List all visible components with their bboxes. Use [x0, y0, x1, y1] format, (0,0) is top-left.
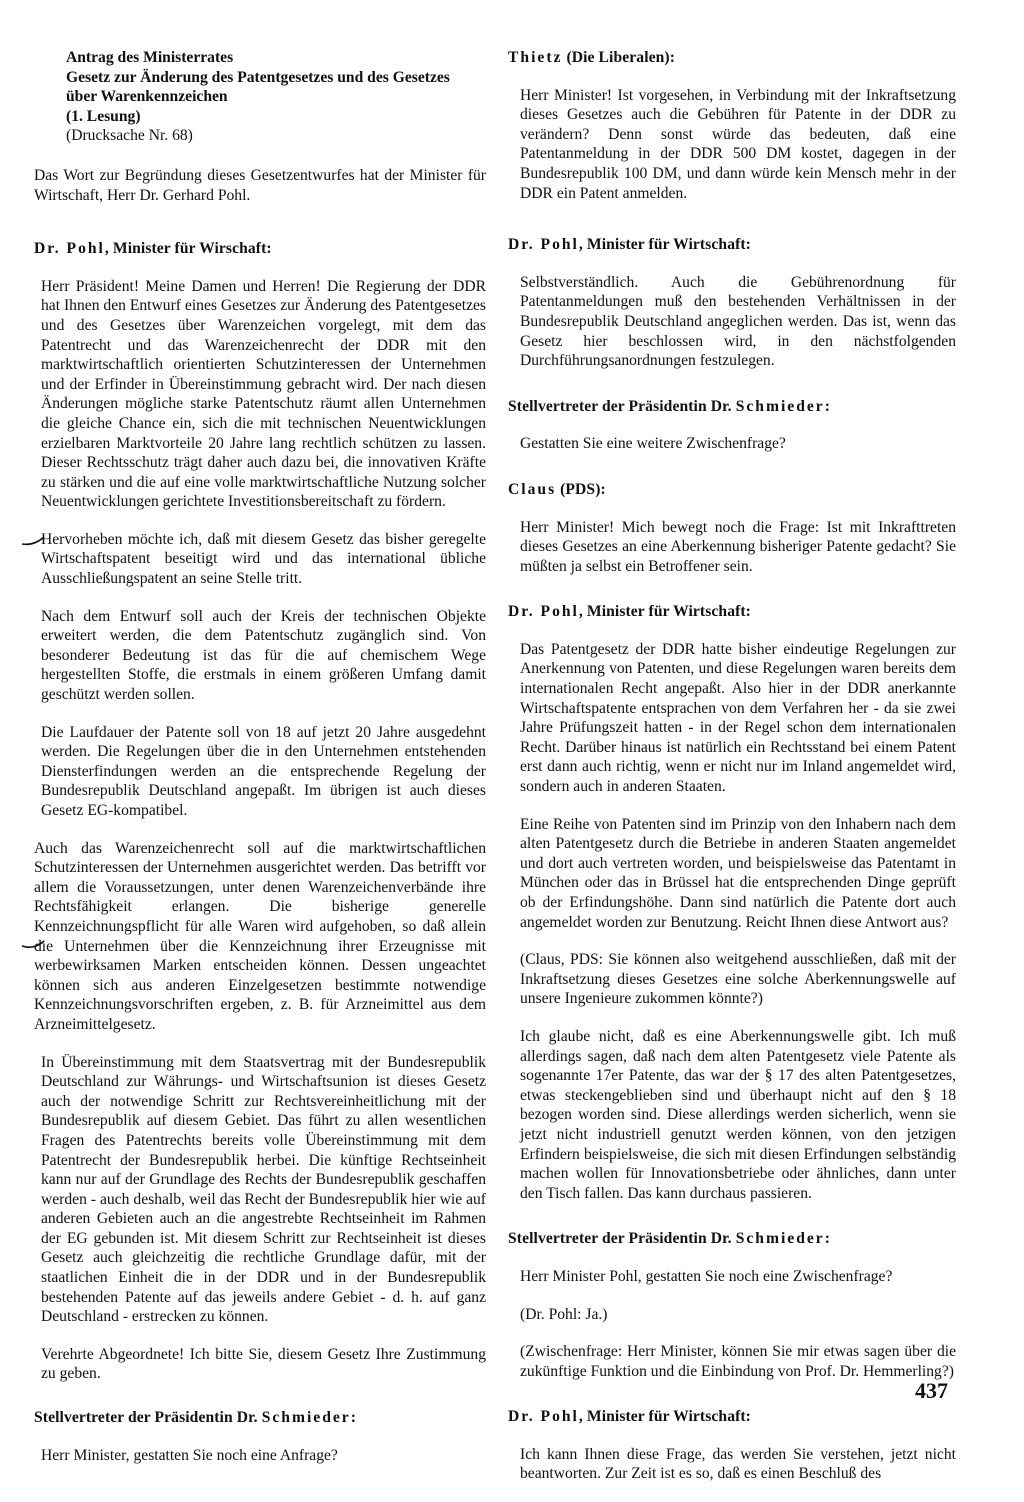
page-number: 437	[915, 1378, 948, 1403]
speaker-name: Schmieder	[735, 397, 825, 415]
speaker-name: Schmieder	[735, 1230, 825, 1248]
speech-paragraph: Auch das Warenzeichenrecht soll auf die marktwirtschaftlichen Schutzinteressen der Unternehmen ausgerichtet werden. Das betrifft vor allem die Voraussetzungen, unter denen Warenzeichenverbände ihre Rechtsfähigkeit erlangen. Die bisherige generelle Kennzeichnungspflicht für alle Waren wird aufgehoben, so daß allein die Unternehmen über die Kennzeichnung ihrer Erzeugnisse mit werbewirksamen Marken entscheiden können. Dessen ungeachtet können sich aus anderen Einzelgesetzen bestimmte notwendige Kennzeichnungsvorschriften ergeben, z. B. für Arzneimittel aus dem Arzneimittelgesetz.	[34, 839, 486, 1033]
speaker-role: (PDS):	[556, 480, 606, 498]
agenda-line-3: über Warenkennzeichen	[66, 88, 228, 106]
left-column	[34, 48, 486, 1483]
agenda-header	[66, 48, 486, 146]
speaker-heading	[508, 48, 956, 68]
interjection-paragraph: (Claus, PDS: Sie können also weitgehend ausschließen, daß mit der Inkraftsetzung dieses Gesetzes eine solche Aberkennungswelle auf unsere Ingenieure zukommen könnte?)	[520, 951, 956, 1008]
speaker-role: , Minister für Wirtschaft:	[578, 603, 751, 621]
speaker-heading	[34, 239, 486, 259]
speaker-title: Stellvertreter der Präsidentin Dr.	[34, 1409, 262, 1427]
speech-paragraph: Ich glaube nicht, daß es eine Aberkennungswelle gibt. Ich muß allerdings sagen, daß nach dem alten Patentgesetz viele Patente als sogenannte 17er Patente, das war der § 17 des alten Patentgesetzes, etwas steckengeblieben sind und überhaupt nicht auf den § 18 bezogen worden sind. Diese allerdings werden sicherlich, wenn sie jetzt nicht industriell genutzt werden können, von den jetzigen Erfindern beispielsweise, die sich mit diesen Erfindungen selbständig machen wollen für Innovationsbetriebe oder ähnliches, dann unter den Tisch fallen. Das kann durchaus passieren.	[520, 1027, 956, 1202]
speech-paragraph: Herr Minister! Ist vorgesehen, in Verbindung mit der Inkraftsetzung dieses Gesetzes auch die Gebühren für Patente in der DDR zu verändern? Denn sonst würde das bedeuten, daß eine Patentanmeldung in der DDR 500 DM kostet, dagegen in der Bundesrepublik 100 DM, und dann würde kein Mensch mehr in der DDR ein Patent anmelden.	[520, 86, 956, 202]
intro-paragraph: Das Wort zur Begründung dieses Gesetzentwurfes hat der Minister für Wirtschaft, Herr Dr. Gerhard Pohl.	[34, 166, 486, 204]
speech-paragraph: Die Laufdauer der Patente soll von 18 auf jetzt 20 Jahre ausgedehnt werden. Die Regelungen über die in den Unternehmen entstehenden Diensterfindungen werden an die entsprechende Regelung der Bundesrepublik Deutschland angepaßt. Im übrigen ist auch dieses Gesetz EG-kompatibel.	[41, 723, 486, 819]
speaker-heading	[508, 397, 956, 417]
speaker-heading	[508, 602, 956, 622]
speaker-name: Dr. Pohl	[508, 1408, 579, 1426]
interjection-paragraph: (Zwischenfrage: Herr Minister, können Sie mir etwas sagen über die zukünftige Funktion und die Einbindung von Prof. Dr. Hemmerling?)	[520, 1343, 956, 1380]
speech-paragraph: Nach dem Entwurf soll auch der Kreis der technischen Objekte erweitert werden, die dem Patentschutz zugänglich sind. Von besonderer Bedeutung ist das für die auf chemischem Wege hergestellten Stoffe, die erstmals in einem größeren Umfang damit geschützt werden sollen.	[41, 607, 486, 704]
speaker-name: Thietz	[508, 49, 563, 66]
speech-paragraph: Verehrte Abgeordnete! Ich bitte Sie, diesem Gesetz Ihre Zustimmung zu geben.	[41, 1345, 486, 1383]
speaker-name: Schmieder	[261, 1409, 351, 1427]
agenda-line-4: (1. Lesung)	[66, 107, 141, 125]
agenda-line-1: Antrag des Ministerrates	[66, 49, 234, 66]
speech-paragraph: Herr Minister Pohl, gestatten Sie noch eine Zwischenfrage?	[520, 1267, 893, 1285]
speaker-heading	[508, 235, 956, 255]
speech-paragraph: Selbstverständlich. Auch die Gebührenordnung für Patentanmeldungen muß den bestehenden Verhältnissen in der Bundesrepublik Deutschland angeglichen werden. Das ist, wenn das Gesetz hier beschlossen wird, in den nächstfolgenden Durchführungsanordnungen festzulegen.	[520, 273, 956, 370]
speaker-heading	[508, 1229, 956, 1249]
speaker-colon: :	[824, 397, 831, 415]
speaker-title: Stellvertreter der Präsidentin Dr.	[508, 1230, 736, 1248]
speaker-name: Dr. Pohl	[508, 603, 579, 621]
speaker-colon: :	[824, 1230, 831, 1248]
speaker-role: , Minister für Wirtschaft:	[578, 236, 751, 254]
speaker-role: , Minister für Wirtschaft:	[578, 1408, 751, 1426]
speech-paragraph: Das Patentgesetz der DDR hatte bisher eindeutige Regelungen zur Anerkennung von Patenten, und diese Regelungen waren bereits dem internationalen Recht angepaßt. Also hier in der DDR anerkannte Wirtschaftspatente entsprachen von dem Verfahren her - da sie zwei Jahre Prüfungszeit hatten - in der Regel schon dem internationalen Recht. Darüber hinaus ist natürlich ein Rechtsstand bei einem Patent erst dann auch richtig, wenn er nicht nur im Inland angemeldet wird, sondern auch in anderen Staaten.	[520, 640, 956, 796]
speaker-title: Stellvertreter der Präsidentin Dr.	[508, 397, 736, 415]
speaker-name: Dr. Pohl	[34, 240, 105, 258]
speaker-name: Dr. Pohl	[508, 236, 579, 254]
speech-paragraph: Hervorheben möchte ich, daß mit diesem Gesetz das bisher geregelte Wirtschaftspatent beseitigt wird und das international übliche Ausschließungspatent an seine Stelle tritt.	[41, 530, 486, 588]
speech-paragraph: Eine Reihe von Patenten sind im Prinzip von den Inhabern nach dem alten Patentgesetz durch die Betriebe in anderen Staaten angemeldet und dort auch vertreten worden, und beispielsweise das Patentamt in München oder das in Brüssel hat die entsprechenden Dinge geprüft ob der Erfindungshöhe. Dann sind natürlich die Patente dort auch angemeldet worden zur Benutzung. Reicht Ihnen diese Antwort aus?	[520, 815, 956, 931]
right-column	[508, 48, 956, 1502]
agenda-line-2: Gesetz zur Änderung des Patentgesetzes und des Gesetzes	[66, 68, 450, 86]
speaker-heading	[508, 1407, 956, 1427]
margin-mark-icon	[20, 938, 48, 950]
speech-paragraph: Herr Minister! Mich bewegt noch die Frage: Ist mit Inkrafttreten dieses Gesetzes an eine Aberkennung bisheriger Patente gedacht? Sie müßten ja selbst ein Betroffener sein.	[520, 518, 956, 575]
speaker-colon: :	[350, 1409, 357, 1427]
speaker-heading	[508, 480, 956, 500]
speech-paragraph: Ich kann Ihnen diese Frage, das werden Sie verstehen, jetzt nicht beantworten. Zur Zeit ist es so, daß es einen Beschluß des	[520, 1445, 956, 1483]
speaker-role: (Die Liberalen):	[562, 49, 676, 66]
agenda-line-5: (Drucksache Nr. 68)	[66, 127, 193, 145]
speaker-heading	[34, 1408, 486, 1428]
speaker-name: Claus	[508, 480, 557, 498]
speech-paragraph: In Übereinstimmung mit dem Staatsvertrag mit der Bundesrepublik Deutschland zur Währungs- und Wirtschaftsunion ist dieses Gesetz auch der notwendige Schritt zur Rechtsvereinheitlichung mit der Bundesrepublik auf diesem Gebiet. Das führt zu allen wesentlichen Fragen des Patentrechts bereits volle Übereinstimmung mit dem Patentrecht der Bundesrepublik herbei. Die künftige Rechtseinheit kann nur auf der Grundlage des Rechts der Bundesrepublik geschaffen werden - auch deshalb, weil das Recht der Bundesrepublik hier wie auf anderen Gebieten auch an die angestrebte Rechtseinheit im Rahmen der EG gebunden ist. Mit diesem Schritt zur Rechtseinheit ist dieses Gesetz auch gleichzeitig die rechtliche Grundlage dafür, mit der staatlichen Einheit die in der DDR und in der Bundesrepublik bestehenden Patente auf das jeweils andere Gebiet - d. h. auf ganz Deutschland - erstrecken zu können.	[41, 1053, 486, 1326]
interjection-paragraph: (Dr. Pohl: Ja.)	[520, 1305, 608, 1323]
speech-paragraph: Herr Minister, gestatten Sie noch eine Anfrage?	[41, 1446, 338, 1464]
speaker-role: , Minister für Wirschaft:	[104, 240, 272, 258]
speech-paragraph: Gestatten Sie eine weitere Zwischenfrage?	[520, 435, 786, 453]
speech-paragraph: Herr Präsident! Meine Damen und Herren! Die Regierung der DDR hat Ihnen den Entwurf eines Gesetzes zur Änderung des Patentgesetzes und des Gesetzes über Warenzeichen vorgelegt, mit dem das Patentrecht und das Warenzeichenrecht der DDR mit den marktwirtschaftlich orientierten Schutzinteressen der Unternehmen und der Erfinder in Übereinstimmung gebracht wird. Der nach diesen Änderungen mögliche starke Patentschutz räumt allen Unternehmen die gleiche Chance ein, sich die mit technischen Neuentwicklungen erzielbaren Marktvorteile 20 Jahre lang rechtlich schützen zu lassen. Dieser Rechtsschutz trägt daher auch dazu bei, die innovativen Kräfte zu stärken und die auf eine volle marktwirtschaftliche Nutzung solcher Neuentwicklungen gerichtete Investitionsbereitschaft zu fördern.	[41, 277, 486, 511]
margin-mark-icon	[20, 534, 48, 546]
